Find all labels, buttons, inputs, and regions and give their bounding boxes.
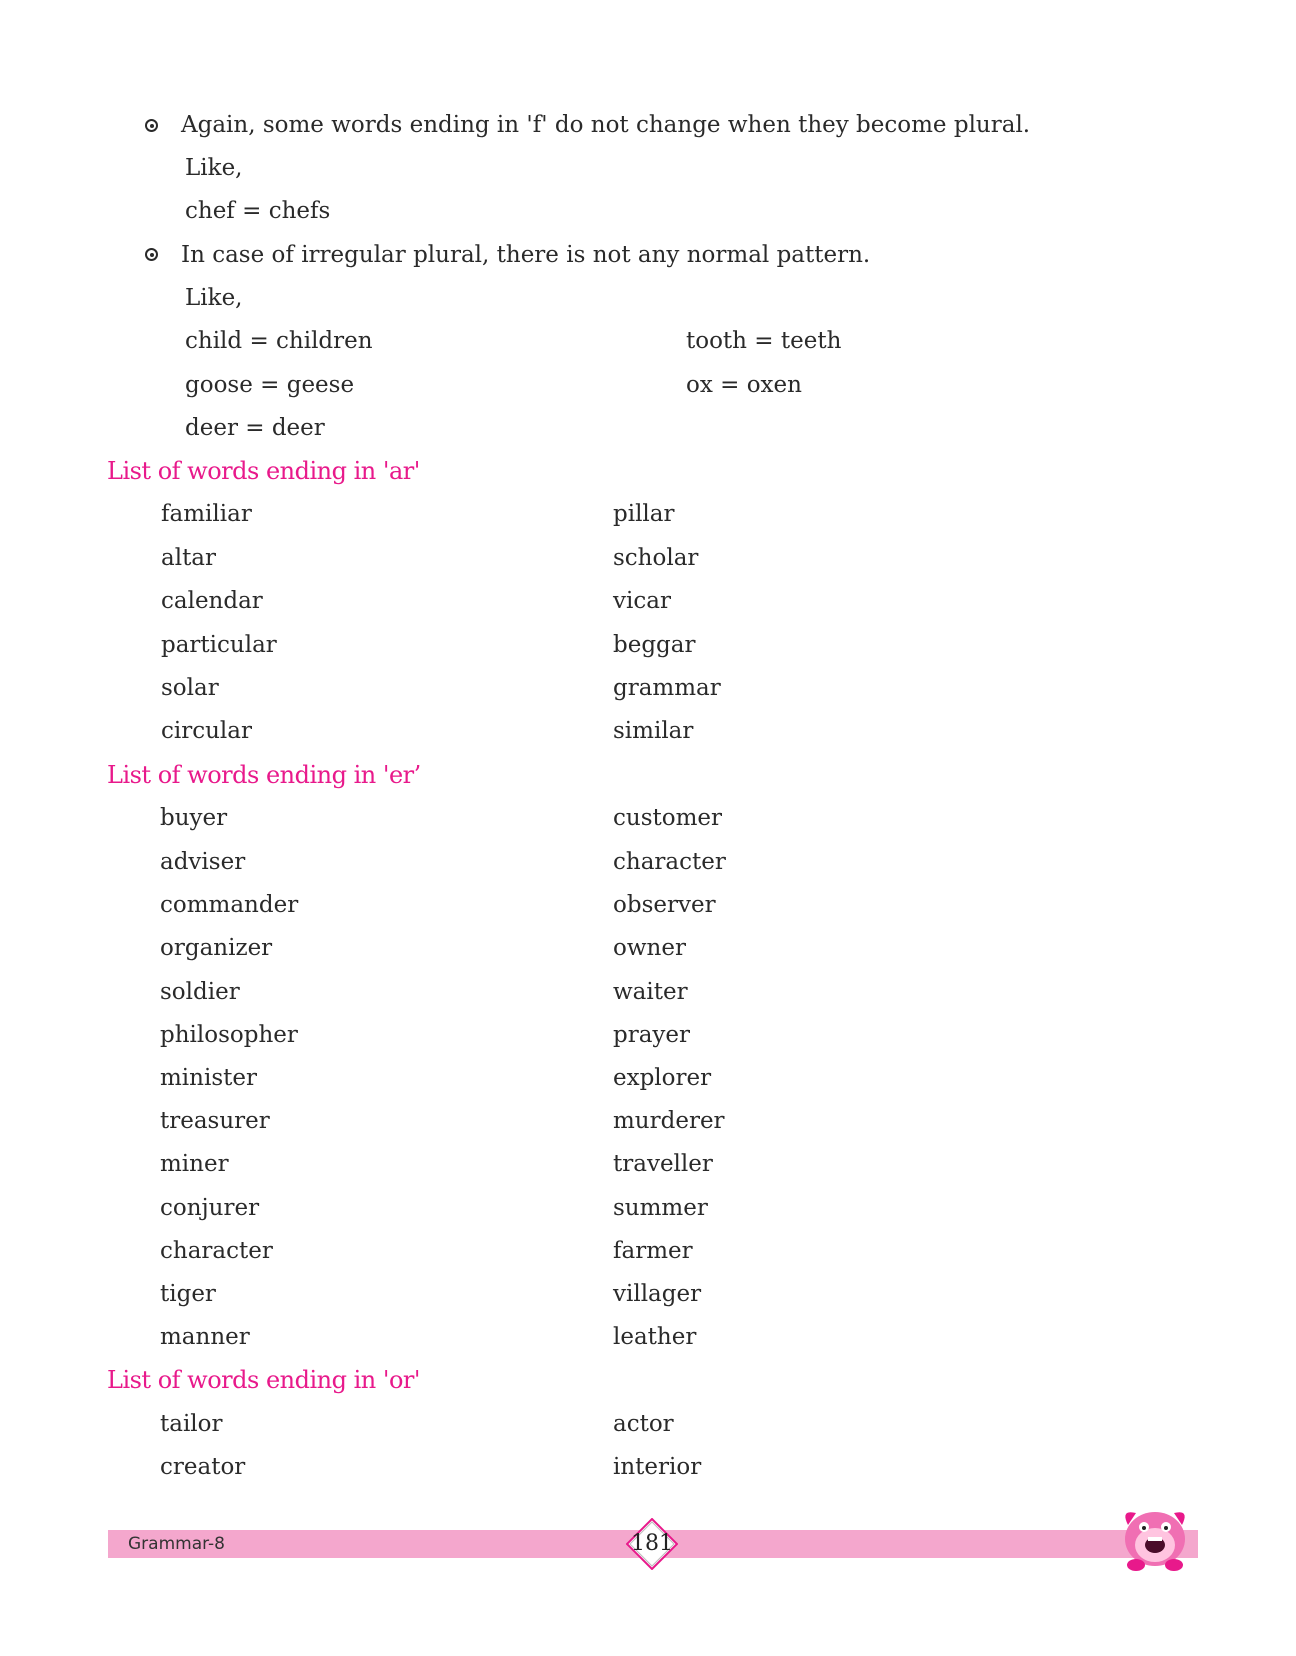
page-number: 181 [631,1531,673,1556]
word: particular [161,632,277,658]
word: conjurer [160,1195,260,1221]
word: minister [160,1065,257,1091]
word: solar [161,675,219,701]
word: customer [613,805,723,831]
word: tailor [160,1411,223,1437]
like-label: Like, [185,285,243,311]
word: calendar [161,588,263,614]
word: murderer [613,1108,725,1134]
word: scholar [613,545,699,571]
word: traveller [613,1151,713,1177]
like-label: Like, [185,155,243,181]
word: buyer [160,805,228,831]
bullet-text: Again, some words ending in 'f' do not change when they become plural. [181,112,1031,138]
word: character [160,1238,273,1264]
word: circular [161,718,252,744]
book-title: Grammar-8 [128,1534,225,1554]
word: observer [613,892,716,918]
word: philosopher [160,1022,298,1048]
example: child = children [185,328,373,354]
word: familiar [161,501,252,527]
section-heading: List of words ending in 'or' [107,1366,420,1394]
word: commander [160,892,299,918]
bullet-text: In case of irregular plural, there is not any normal pattern. [181,242,871,268]
word: waiter [613,979,688,1005]
word: grammar [613,675,721,701]
word: soldier [160,979,240,1005]
word: actor [613,1411,674,1437]
word: pillar [613,501,675,527]
word: creator [160,1454,246,1480]
word: farmer [613,1238,693,1264]
section-heading: List of words ending in 'er’ [107,761,421,789]
word: altar [161,545,217,571]
word: organizer [160,935,273,961]
word: owner [613,935,686,961]
example: chef = chefs [185,198,331,224]
bullet-icon [145,119,158,132]
word: leather [613,1324,697,1350]
word: explorer [613,1065,712,1091]
bullet-icon [145,248,158,261]
word: adviser [160,849,246,875]
word: villager [613,1281,702,1307]
word: vicar [613,588,671,614]
word: summer [613,1195,708,1221]
word: interior [613,1454,702,1480]
word: prayer [613,1022,691,1048]
word: miner [160,1151,229,1177]
word: character [613,849,726,875]
word: similar [613,718,694,744]
word: treasurer [160,1108,270,1134]
word: tiger [160,1281,216,1307]
word: manner [160,1324,250,1350]
example: tooth = teeth [686,328,842,354]
example: goose = geese [185,372,355,398]
word: beggar [613,632,696,658]
section-heading: List of words ending in 'ar' [107,457,420,485]
example: deer = deer [185,415,325,441]
example: ox = oxen [686,372,802,398]
mascot-icon [1110,1495,1200,1575]
